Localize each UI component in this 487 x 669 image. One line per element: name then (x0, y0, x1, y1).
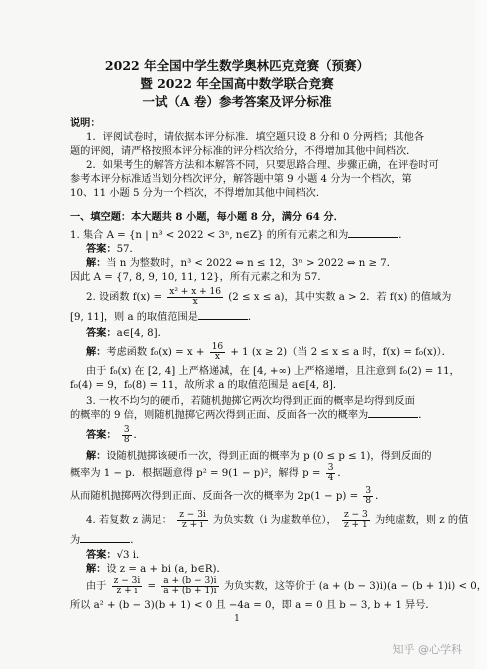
q1-answer (70, 243, 436, 256)
q2-fraction: $\frac{\text{x² + x + 16}}{x}$ (169, 286, 221, 307)
notes-heading: 说明： (70, 117, 101, 129)
q4-fraction-2: $\frac{z - 3}{z + 1}$ (343, 509, 368, 530)
note-1-line-1: 1．评阅试卷时，请依据本评分标准．填空题只设 8 分和 0 分两档；其他各 (86, 132, 425, 143)
q4-solution-equals: = (147, 581, 157, 592)
q2-stem-1 (70, 286, 452, 309)
q2-stem-b: (2 ≤ x ≤ a)，其中实数 a > 2．若 f(x) 的值域为 (228, 292, 452, 303)
note-2-line-1: 2．如果考生的解答方法和本解答不同，只要思路合理、步骤正确，在评卷时可 (86, 160, 439, 171)
q4-stem-d: 为 (70, 535, 81, 546)
q4-stem-1 (70, 509, 469, 532)
answer-label: 答案： (86, 429, 117, 441)
q1-answer-value: 57． (116, 244, 140, 255)
q1-solution-2: 因此 A = {7, 8, 9, 10, 11, 12}，所有元素之和为 57． (70, 272, 328, 283)
title-line-1: 2022 年全国中学生数学奥林匹克竞赛（预赛） (104, 58, 370, 73)
q4-solution-fraction-2: $\frac{a + (b - 3)i}{a + (b + 1)i}$ (163, 575, 217, 596)
q1-stem-text: 1. 集合 A = {n | n³ < 2022 < 3ⁿ, n∈Z} 的所有元素之和为 (70, 230, 349, 241)
q3-stem-1: 3. 一枚不均匀的硬币，若随机抛掷它两次均得到正面的概率是均得到反面 (86, 396, 415, 407)
solution-label: 解： (86, 450, 107, 462)
title-line-2: 暨 2022 年全国高中数学联合竞赛 (140, 76, 334, 91)
q3-solution-text-2: 概率为 1 − p．根据题意得 p² = 9(1 − p)²，解得 p = (70, 468, 321, 479)
q3-solution-2: 概率为 1 − p．根据题意得 p² = 9(1 − p)²，解得 p = $\frac{3}{4}$ ． (70, 462, 348, 483)
note-2-line-3: 10、11 小题 5 分为一个档次，不得增加其他中间档次． (70, 188, 327, 199)
watermark: 知乎 @心学科 (392, 643, 462, 656)
q4-answer (70, 549, 436, 562)
answer-label: 答案： (86, 243, 117, 255)
q4-answer-value: √3 i． (116, 550, 147, 561)
section-heading: 一、填空题：本大题共 8 小题，每小题 8 分，满分 64 分． (70, 211, 344, 223)
solution-label: 解： (86, 563, 107, 575)
q2-solution-fraction: $\frac{16}{x}$ (211, 341, 224, 362)
q4-solution-1 (70, 563, 436, 576)
solution-label: 解： (86, 257, 107, 269)
q2-stem-a: 2. 设函数 f(x) = (86, 292, 162, 303)
q4-stem-a: 4. 若复数 z 满足： (86, 515, 172, 526)
answer-label: 答案： (86, 549, 117, 561)
q1-stem: 1. 集合 A = {n | n³ < 2022 < 3ⁿ, n∈Z} 的所有元素之和为 ． (70, 230, 409, 241)
solution-label: 解： (86, 346, 107, 358)
q3-solution-fraction: $\frac{3}{4}$ (327, 462, 334, 483)
answer-blank (80, 534, 130, 543)
q3-stem-b: 的概率的 9 倍，则随机抛掷它两次得到正面、反面各一次的概率为 (70, 410, 369, 421)
q4-stem-b: 为负实数（i 为虚数单位）， (213, 515, 337, 526)
q2-solution-3: f₀(4) = 9，f₀(8) = 11，故所求 a 的取值范围是 a∈[4, 8]． (70, 380, 344, 391)
q4-solution-2 (70, 575, 487, 598)
q3-solution-1 (70, 450, 436, 463)
q3-solution-fraction-2: $\frac{3}{8}$ (365, 485, 372, 506)
answer-blank (198, 311, 248, 320)
q2-solution-2: 由于 f₀(x) 在 [2, 4] 上严格递减，在 [4, +∞) 上严格递增，且注意到 f₀(2) = 11， (86, 366, 460, 377)
note-2-line-2: 参考本评分标准适当划分档次评分，解答题中第 9 小题 4 分为一个档次，第 (70, 174, 412, 185)
answer-blank (368, 409, 418, 418)
q3-answer-fraction: $\frac{3}{8}$ (123, 424, 130, 445)
q4-stem-c: 为纯虚数，则 z 的值 (374, 515, 469, 526)
q4-solution-text-2a: 由于 (86, 581, 107, 592)
page-number: 1 (234, 614, 240, 624)
q4-fraction-1: $\frac{z - 3i}{z + i}$ (179, 509, 206, 530)
q3-answer: 答案： $\frac{3}{8}$ ． (86, 424, 144, 445)
q3-solution-text-1: 设随机抛掷该硬币一次，得到正面的概率为 p (0 ≤ p ≤ 1)，得到反面的 (106, 451, 432, 462)
q4-solution-text-2b: 为负实数，这等价于 (a + (b − 3)i)(a − (b + 1)i) < 0， (223, 581, 487, 592)
q4-solution-text-1: 设 z = a + bi (a, b∈R)． (106, 564, 227, 575)
q4-solution-3: 所以 a² + (b − 3)(b + 1) < 0 且 −4a = 0，即 a = 0 且 b − 3, b + 1 异号． (70, 600, 436, 611)
note-1-line-2: 题的评阅，请严格按照本评分标准的评分档次给分，不得增加其他中间档次． (70, 146, 417, 157)
answer-label: 答案： (86, 327, 117, 339)
q3-stem-2: 的概率的 9 倍，则随机抛掷它两次得到正面、反面各一次的概率为 ． (70, 410, 429, 421)
q2-stem-c: [9, 11]，则 a 的取值范围是 (70, 312, 198, 323)
q2-stem-2: [9, 11]，则 a 的取值范围是 ． (70, 312, 259, 323)
q2-solution-1 (70, 341, 452, 363)
title-line-3: 一试（A 卷）参考答案及评分标准 (142, 94, 332, 109)
q2-answer (70, 327, 436, 340)
q4-solution-fraction-1: $\frac{z - 3i}{z + i}$ (113, 575, 141, 596)
q3-solution-text-3: 从而随机抛掷两次得到正面、反面各一次的概率为 2p(1 − p) = (70, 491, 359, 502)
q2-solution-text-1b: + 1 (x ≥ 2)（当 2 ≤ x ≤ a 时，f(x) = f₀(x)）． (230, 347, 452, 358)
q1-solution-1 (70, 257, 436, 270)
q1-solution-text-1: 当 n 为整数时，n³ < 2022 ⇔ n ≤ 12，3ⁿ > 2022 ⇔ n ≥ 7． (106, 258, 397, 269)
q2-solution-text-1a: 考虑函数 f₀(x) = x + (106, 347, 205, 358)
q3-solution-3: 从而随机抛掷两次得到正面、反面各一次的概率为 2p(1 − p) = $\frac{3}{8}$ ． (70, 485, 386, 506)
answer-blank (348, 229, 398, 238)
q2-answer-value: a∈[4, 8]． (116, 328, 168, 339)
q4-stem-2: 为 ． (70, 535, 141, 546)
